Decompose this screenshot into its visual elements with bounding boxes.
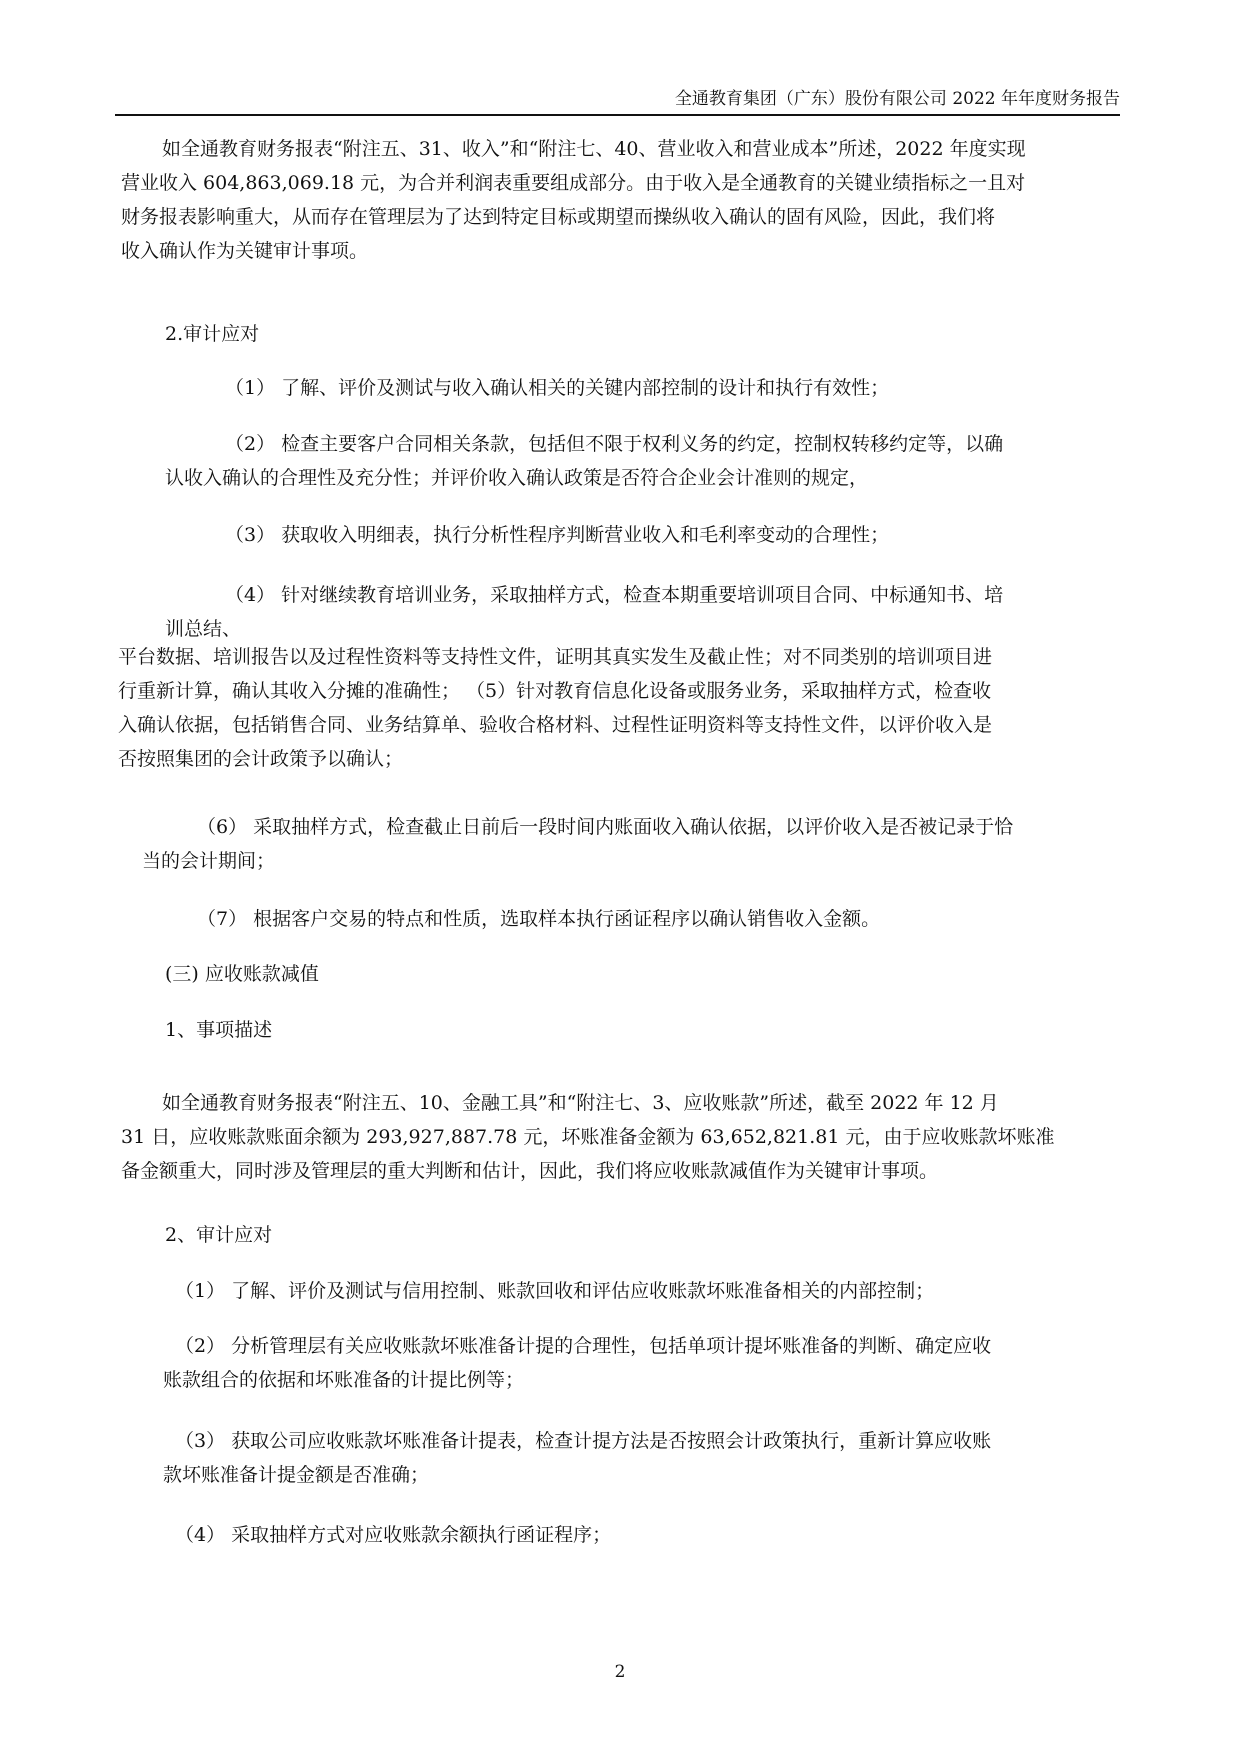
text-line: 31 日，应收账款账面余额为 293,927,887.78 元，坏账准备金额为 63,652,821.81 元，由于应收账款坏账准 (121, 1126, 1055, 1148)
text-line: （3） 获取收入明细表，执行分析性程序判断营业收入和毛利率变动的合理性； (225, 524, 890, 546)
receivable-item-3 (163, 1424, 992, 1492)
receivable-item-2 (163, 1329, 992, 1397)
audit-response-heading-2: 2、审计应对 (165, 1224, 273, 1246)
matter-description-heading: 1、事项描述 (165, 1019, 273, 1041)
text-line: 款坏账准备计提金额是否准确； (163, 1464, 430, 1486)
text-line: 营业收入 604,863,069.18 元，为合并利润表重要组成部分。由于收入是全通教育的关键业绩指标之一且对 (121, 172, 1026, 194)
text-line: 认收入确认的合理性及充分性；并评价收入确认政策是否符合企业会计准则的规定， (165, 467, 869, 489)
text-line: （7） 根据客户交易的特点和性质，选取样本执行函证程序以确认销售收入金额。 (197, 908, 881, 930)
text-line: 行重新计算，确认其收入分摊的准确性； （5）针对教育信息化设备或服务业务，采取抽样方式，检查收 (118, 680, 992, 702)
text-line: 当的会计期间； (142, 850, 276, 872)
page-header: 全通教育集团（广东）股份有限公司 2022 年年度财务报告 (674, 89, 1120, 109)
header-rule (115, 114, 1120, 116)
text-line: 平台数据、培训报告以及过程性资料等支持性文件，证明其真实发生及截止性；对不同类别的培训项目进 (118, 646, 993, 668)
text-line: （6） 采取抽样方式，检查截止日前后一段时间内账面收入确认依据，以评价收入是否被记录于恰 (197, 816, 1014, 838)
audit-item-3 (225, 518, 889, 552)
text-line: 否按照集团的会计政策予以确认； (118, 748, 404, 770)
text-line: 如全通教育财务报表“附注五、31、收入”和“附注七、40、营业收入和营业成本”所述，2022 年度实现 (162, 138, 1026, 160)
audit-item-2 (165, 427, 1004, 495)
text-line: 备金额重大，同时涉及管理层的重大判断和估计，因此，我们将应收账款减值作为关键审计事项。 (121, 1160, 939, 1182)
text-line: （3） 获取公司应收账款坏账准备计提表，检查计提方法是否按照会计政策执行，重新计算应收账 (175, 1430, 992, 1452)
text-line: 入确认依据，包括销售合同、业务结算单、验收合格材料、过程性证明资料等支持性文件，以评价收入是 (118, 714, 993, 736)
text-line: （2） 检查主要客户合同相关条款，包括但不限于权利义务的约定，控制权转移约定等，以确 (225, 433, 1004, 455)
receivable-item-1 (175, 1274, 934, 1308)
text-line: （2） 分析管理层有关应收账款坏账准备计提的合理性，包括单项计提坏账准备的判断、确定应收 (175, 1335, 992, 1357)
audit-response-heading: 2.审计应对 (165, 323, 260, 345)
audit-item-4 (165, 578, 1004, 646)
text-line: （4） 针对继续教育培训业务，采取抽样方式，检查本期重要培训项目合同、中标通知书、培 (225, 584, 1004, 606)
text-line: （1） 了解、评价及测试与收入确认相关的关键内部控制的设计和执行有效性； (225, 377, 890, 399)
text-line: （1） 了解、评价及测试与信用控制、账款回收和评估应收账款坏账准备相关的内部控制； (175, 1280, 935, 1302)
page-number: 2 (614, 1662, 626, 1682)
audit-item-4-5-continued (118, 640, 992, 776)
revenue-description (121, 132, 1026, 268)
audit-item-6 (142, 810, 1014, 878)
receivable-item-4 (175, 1518, 611, 1552)
receivables-description (121, 1086, 1055, 1188)
text-line: 训总结、 (165, 618, 242, 640)
text-line: 财务报表影响重大，从而存在管理层为了达到特定目标或期望而操纵收入确认的固有风险，因此，我们将 (121, 206, 996, 228)
text-line: 账款组合的依据和坏账准备的计提比例等； (163, 1369, 525, 1391)
section-title-receivables: (三) 应收账款减值 (165, 963, 319, 985)
text-line: 收入确认作为关键审计事项。 (121, 240, 369, 262)
text-line: 如全通教育财务报表“附注五、10、金融工具”和“附注七、3、应收账款”所述，截至 2022 年 12 月 (162, 1092, 999, 1114)
text-line: （4） 采取抽样方式对应收账款余额执行函证程序； (175, 1524, 612, 1546)
audit-item-1 (225, 371, 889, 405)
audit-item-7 (197, 902, 880, 936)
